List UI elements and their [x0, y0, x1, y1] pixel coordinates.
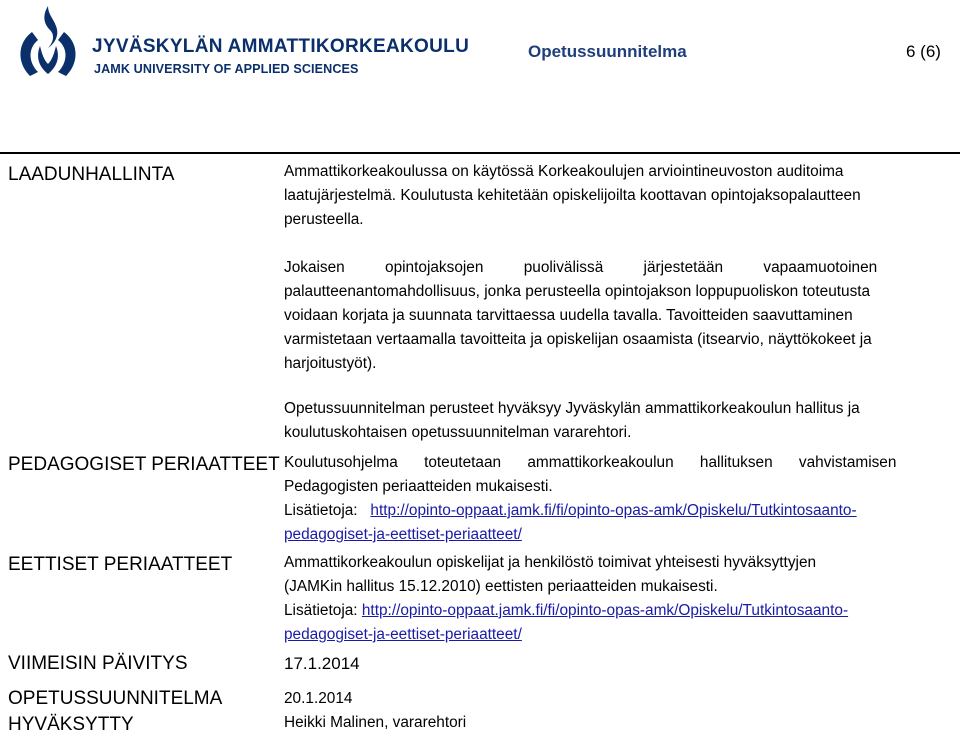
page-header: [0, 0, 960, 130]
text-line: [284, 160, 952, 184]
label-line: OPETUSSUUNNITELMA: [8, 688, 223, 709]
text-line: [284, 499, 952, 523]
text-line: laatujärjestelmä. Koulutusta kehitetään opiskelijoilta koottavan opintojaksopalautteen: [284, 187, 861, 204]
text-line: Pedagogisten periaatteiden mukaisesti.: [284, 478, 553, 495]
page-number: 6 (6): [906, 42, 941, 61]
pedagogical-link[interactable]: http://opinto-oppaat.jamk.fi/fi/opinto-opas-amk/Opiskelu/Tutkintosaanto-: [370, 502, 857, 519]
text-line: [284, 599, 952, 623]
paragraph-feedback: [284, 256, 952, 376]
ethical-link-continuation[interactable]: pedagogiset-ja-eettiset-periaatteet/: [284, 626, 522, 643]
jamk-logo-icon: [8, 2, 88, 82]
approval-info: [284, 687, 466, 735]
approval-date: 20.1.2014: [284, 690, 353, 707]
text-line: voidaan korjata ja suunnata tarvittaessa uudella tavalla. Tavoitteiden saavuttaminen: [284, 307, 853, 324]
approver-name: Heikki Malinen, vararehtori: [284, 714, 467, 731]
paragraph-pedagogical: [284, 451, 952, 547]
text-line: palautteenantomahdollisuus, jonka perusteella opintojakson loppupuoliskon toteutusta: [284, 283, 871, 300]
text-line: Ammattikorkeakoulun opiskelijat ja henkilöstö toimivat yhteisesti hyväksyttyjen: [284, 554, 817, 571]
text-line: (JAMKin hallitus 15.12.2010) eettisten periaatteiden mukaisesti.: [284, 578, 718, 595]
paragraph-approval: [284, 397, 952, 445]
label-last-update: VIIMEISIN PÄIVITYS: [8, 653, 188, 674]
logo-university-subtitle: JAMK UNIVERSITY OF APPLIED SCIENCES: [94, 62, 359, 76]
info-label: Lisätietoja:: [284, 502, 358, 519]
text-line: harjoitustyöt).: [284, 355, 377, 372]
section-label-laadunhallinta: LAADUNHALLINTA: [8, 164, 175, 185]
text-line: Koulutusohjelma toteutetaan ammattikorkeakoulun hallituksen vahvistamisen: [284, 454, 897, 471]
section-label-pedagogiset: PEDAGOGISET PERIAATTEET: [8, 454, 280, 475]
text-line: Jokaisen opintojaksojen puolivälissä järjestetään vapaamuotoinen: [284, 259, 878, 276]
text-line: Opetussuunnitelman perusteet hyväksyy Jyväskylän ammattikorkeakoulun hallitus ja: [284, 400, 860, 417]
header-divider: [0, 152, 960, 154]
ethical-link[interactable]: http://opinto-oppaat.jamk.fi/fi/opinto-opas-amk/Opiskelu/Tutkintosaanto-: [361, 602, 849, 619]
section-label-eettiset: EETTISET PERIAATTEET: [8, 554, 233, 575]
text-line: varmistetaan vertaamalla tavoitteita ja opiskelijan osaamista (itsearvio, näyttökokeet ja: [284, 331, 872, 348]
last-update-date: 17.1.2014: [284, 654, 360, 673]
info-label: Lisätietoja:: [284, 602, 358, 619]
paragraph-ethical: [284, 551, 952, 647]
text-span: Ammattikorkeakoulussa on käytössä Korkeakoulujen arviointineuvoston auditoima: [284, 163, 844, 180]
paragraph-quality-system: [284, 160, 952, 232]
logo-university-name: JYVÄSKYLÄN AMMATTIKORKEAKOULU: [92, 36, 470, 57]
label-curriculum-approved: [8, 686, 222, 738]
label-line: HYVÄKSYTTY: [8, 714, 134, 735]
document-title: Opetussuunnitelma: [528, 42, 687, 61]
pedagogical-link-continuation[interactable]: pedagogiset-ja-eettiset-periaatteet/: [284, 526, 522, 543]
text-line: koulutuskohtaisen opetussuunnitelman vararehtori.: [284, 424, 632, 441]
text-line: perusteella.: [284, 211, 364, 228]
